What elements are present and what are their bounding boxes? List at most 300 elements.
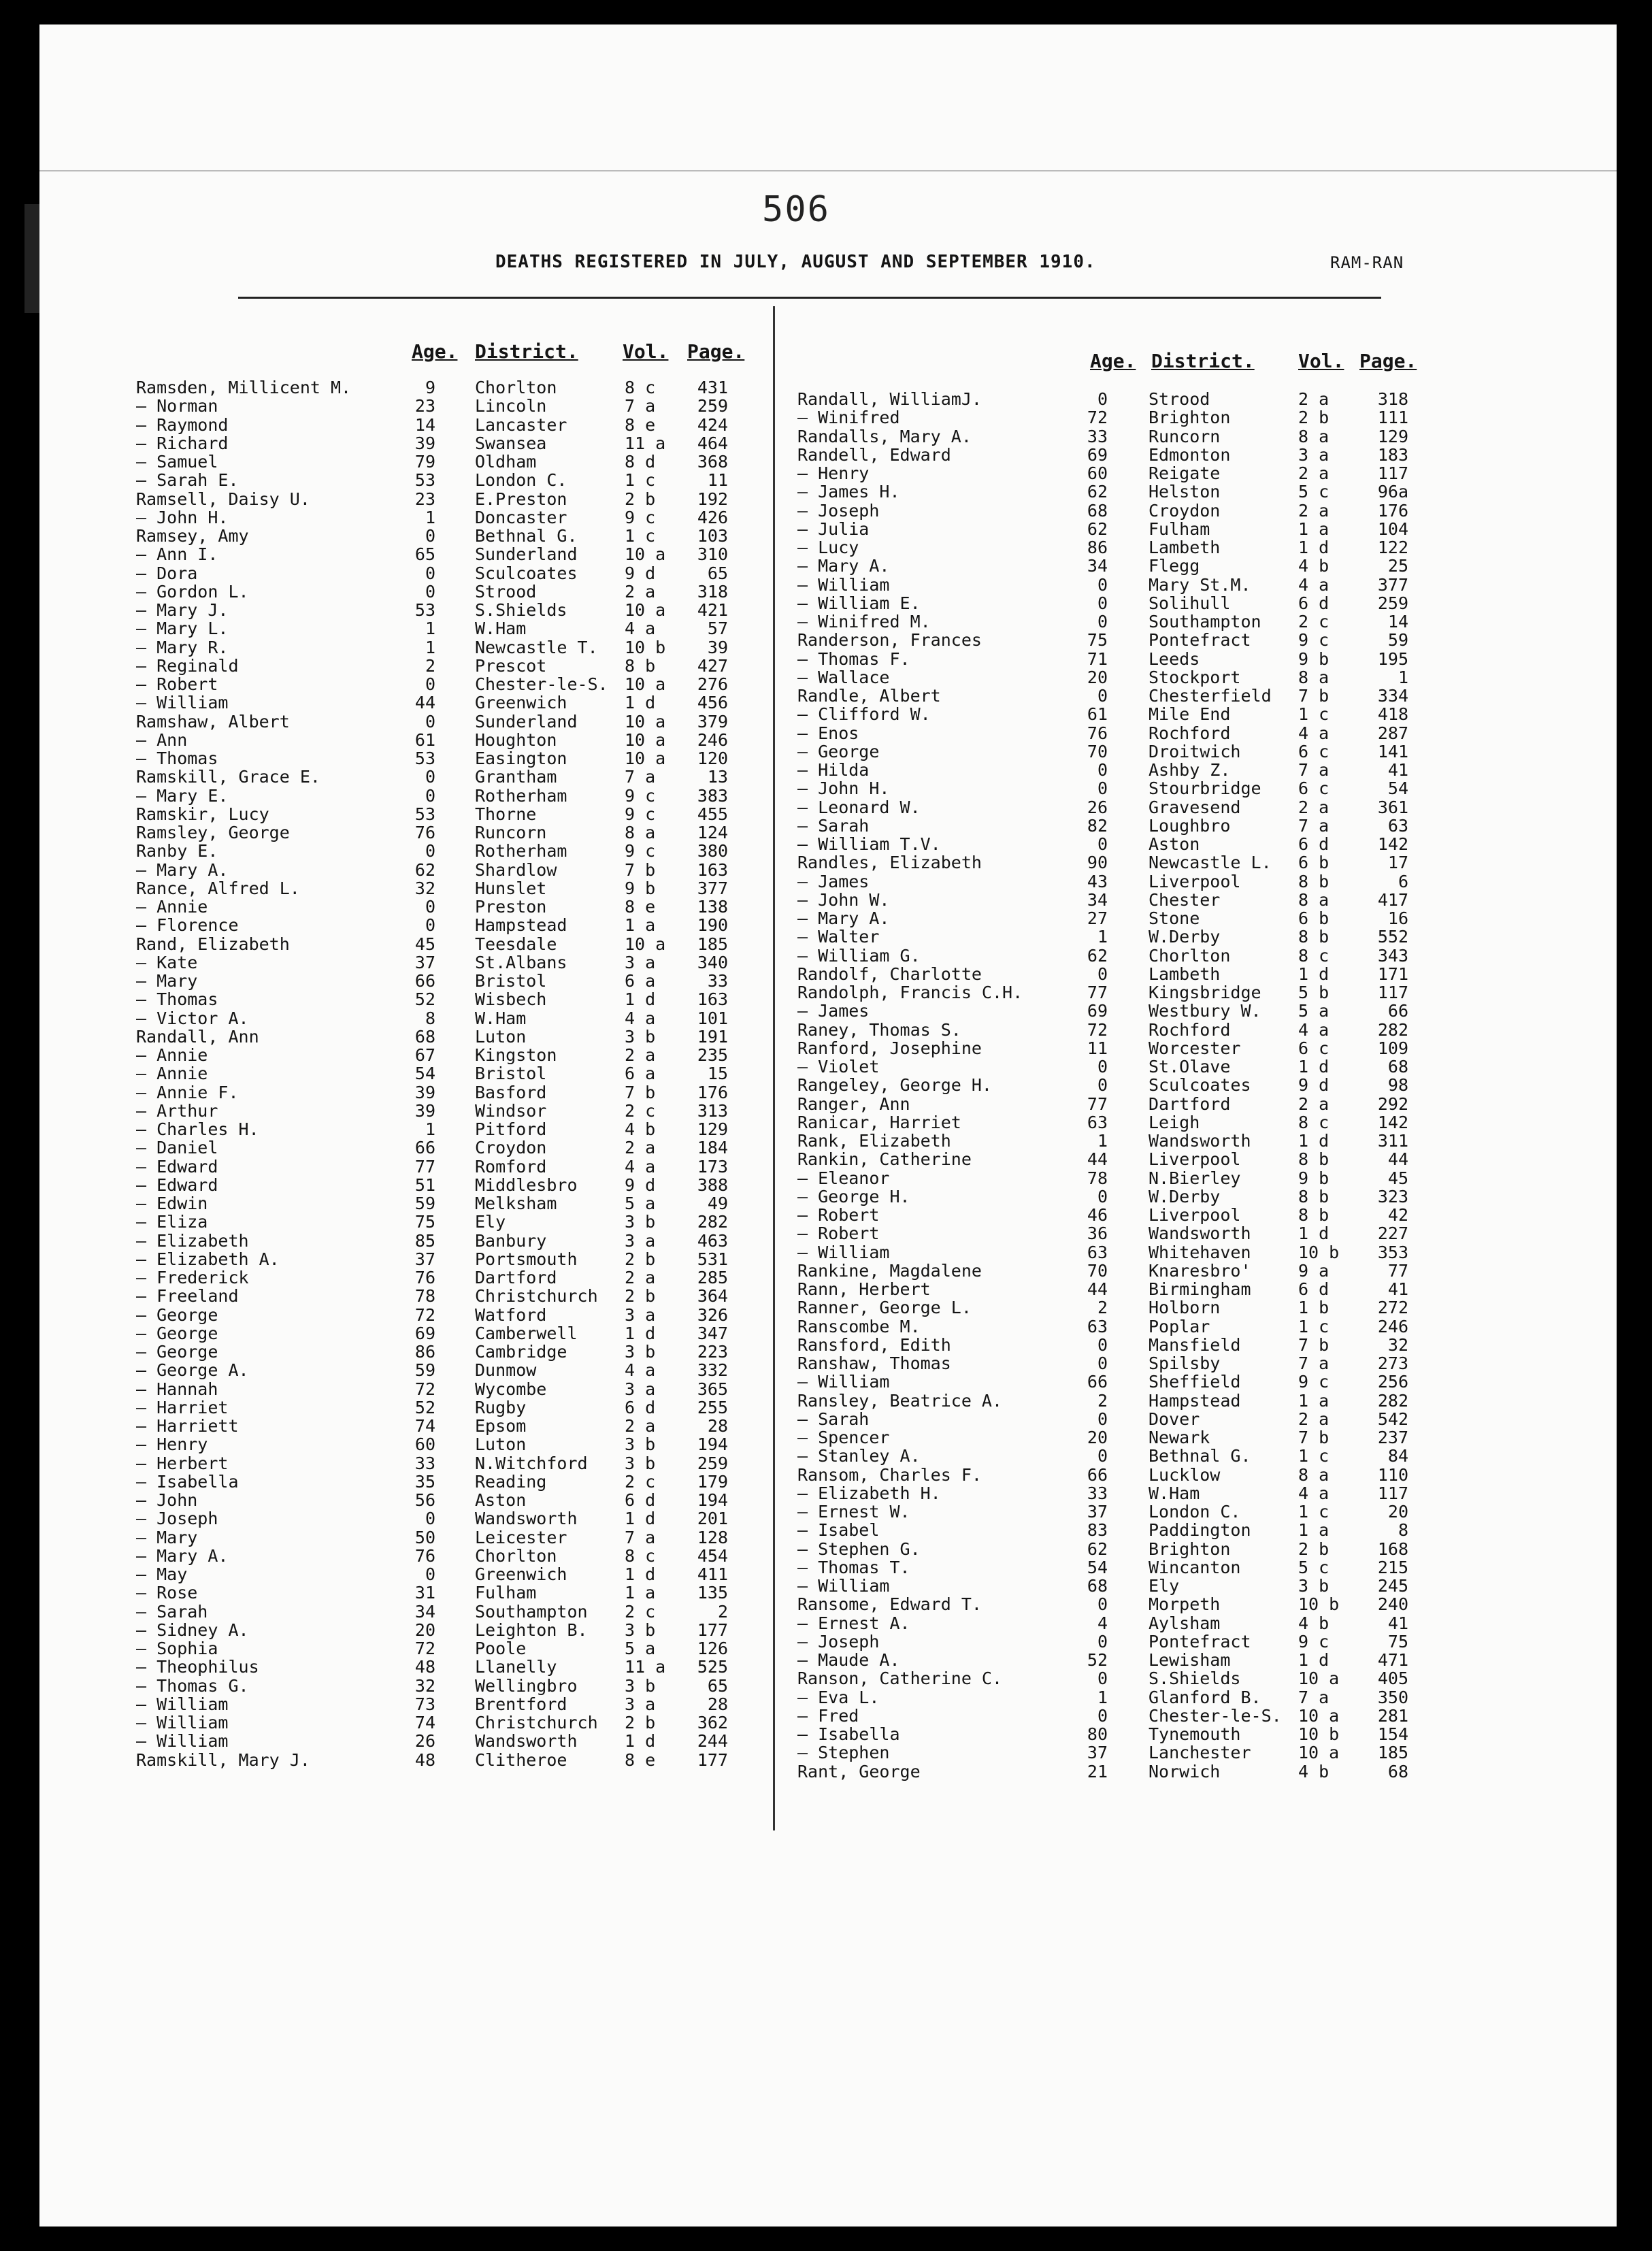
entry-page: 281: [1377, 1705, 1408, 1726]
entry-vol: 2 c: [625, 1100, 656, 1121]
entry-age: 32: [414, 878, 435, 898]
entry-age: 77: [1087, 1094, 1108, 1114]
entry-age: 52: [414, 989, 435, 1010]
entry-page: 223: [697, 1342, 728, 1362]
entry-page: 347: [697, 1323, 728, 1343]
entry-age: 45: [414, 934, 435, 954]
entry-age: 34: [1087, 889, 1108, 910]
entry-name: — Edwin: [136, 1194, 208, 1213]
entry-district: W.Ham: [475, 619, 527, 639]
entry-page: 259: [697, 396, 728, 416]
entry-age: 61: [414, 729, 435, 750]
entry-age: 51: [414, 1174, 435, 1195]
entry-name: Rand, Elizabeth: [136, 934, 290, 954]
entry-district: Lincoln: [475, 396, 547, 416]
entry-vol: 10 b: [625, 637, 666, 657]
entry-name: — Mary A.: [797, 908, 890, 928]
entry-page: 129: [1377, 426, 1408, 446]
entry-district: Teesdale: [475, 934, 557, 954]
entry-district: Kingsbridge: [1149, 983, 1261, 1002]
entry-district: Melksham: [475, 1194, 557, 1213]
entry-age: 48: [414, 1657, 435, 1677]
entry-district: E.Preston: [475, 489, 567, 509]
entry-name: — Eleanor: [797, 1168, 890, 1188]
entry-vol: 1 c: [625, 470, 656, 491]
entry-name: — Sidney A.: [136, 1620, 249, 1640]
entry-page: 54: [1387, 778, 1408, 799]
entry-vol: 4 a: [1298, 574, 1329, 595]
entry-age: 0: [1097, 389, 1108, 409]
entry-vol: 5 c: [1298, 1557, 1329, 1577]
entry-name: — John W.: [797, 889, 890, 910]
entry-district: Chester: [1149, 889, 1221, 910]
entry-age: 52: [1087, 1650, 1108, 1670]
entry-page: 98: [1387, 1075, 1408, 1096]
entry-name: — Samuel: [136, 452, 218, 472]
entry-name: — Isabel: [797, 1520, 880, 1541]
entry-district: Doncaster: [475, 507, 567, 527]
entry-name: Randell, Edward: [797, 444, 951, 465]
entry-age: 66: [1087, 1372, 1108, 1392]
entry-district: Flegg: [1149, 556, 1200, 576]
range-code: RAM-RAN: [1330, 253, 1404, 272]
entry-district: Paddington: [1149, 1520, 1251, 1541]
entry-age: 68: [1087, 500, 1108, 521]
entry-page: 191: [697, 1026, 728, 1047]
entry-page: 272: [1377, 1298, 1408, 1318]
entry-age: 0: [1097, 760, 1108, 780]
entry-page: 117: [1377, 1483, 1408, 1503]
entry-name: Randall, Ann: [136, 1026, 259, 1047]
entry-page: 177: [697, 1749, 728, 1770]
entry-age: 75: [1087, 630, 1108, 651]
entry-vol: 9 d: [625, 1174, 656, 1195]
entry-page: 326: [697, 1304, 728, 1325]
entry-name: — Florence: [136, 915, 239, 936]
entry-district: Norwich: [1149, 1761, 1221, 1781]
right-district-header: District.: [1151, 350, 1255, 372]
entry-name: Rann, Herbert: [797, 1279, 931, 1299]
entry-district: Southampton: [1149, 612, 1261, 631]
entry-age: 67: [414, 1045, 435, 1065]
entry-vol: 1 d: [625, 1564, 656, 1584]
entry-page: 256: [1377, 1372, 1408, 1392]
entry-age: 32: [414, 1675, 435, 1696]
entry-age: 37: [414, 1249, 435, 1269]
entry-district: Leighton B.: [475, 1620, 588, 1640]
entry-age: 79: [414, 452, 435, 472]
right-age-header: Age.: [1090, 350, 1136, 372]
entry-name: — Stanley A.: [797, 1446, 921, 1466]
entry-district: Greenwich: [475, 693, 567, 713]
right-page-header: Page.: [1359, 350, 1417, 372]
entry-age: 86: [414, 1342, 435, 1362]
entry-age: 80: [1087, 1724, 1108, 1744]
entry-age: 43: [1087, 871, 1108, 891]
entry-age: 2: [1097, 1298, 1108, 1318]
entry-vol: 2 a: [625, 1268, 656, 1287]
entry-district: Mansfield: [1149, 1334, 1241, 1355]
entry-name: — Charles H.: [136, 1119, 259, 1139]
entry-vol: 1 d: [625, 989, 656, 1010]
entry-district: Christchurch: [475, 1713, 598, 1732]
entry-age: 0: [425, 1564, 435, 1584]
entry-vol: 10 a: [625, 600, 666, 620]
entry-district: Wandsworth: [475, 1731, 578, 1752]
entry-district: Prescot: [475, 655, 547, 676]
left-age-header: Age.: [412, 340, 458, 363]
entry-district: Stone: [1149, 908, 1200, 928]
entry-age: 70: [1087, 741, 1108, 761]
entry-district: Mary St.M.: [1149, 574, 1251, 595]
entry-vol: 9 b: [1298, 648, 1329, 669]
entry-name: — Joseph: [797, 500, 880, 521]
entry-page: 129: [697, 1119, 728, 1139]
entry-age: 0: [425, 526, 435, 546]
entry-vol: 4 b: [625, 1119, 656, 1139]
entry-age: 0: [1097, 778, 1108, 799]
entry-vol: 1 d: [625, 1731, 656, 1752]
entry-name: — Isabella: [797, 1724, 900, 1744]
entry-name: — George: [136, 1342, 218, 1362]
entry-age: 74: [414, 1713, 435, 1732]
entry-age: 76: [414, 823, 435, 842]
entry-district: Ely: [475, 1212, 506, 1232]
entry-page: 552: [1377, 927, 1408, 947]
entry-vol: 8 e: [625, 414, 656, 435]
entry-vol: 7 b: [625, 1082, 656, 1102]
entry-age: 53: [414, 749, 435, 768]
entry-district: Poplar: [1149, 1316, 1210, 1336]
entry-name: Ramsden, Millicent M.: [136, 378, 352, 397]
entry-district: Newark: [1149, 1428, 1210, 1447]
entry-name: — James: [797, 1001, 870, 1021]
entry-page: 405: [1377, 1669, 1408, 1689]
entry-district: Lucklow: [1149, 1464, 1221, 1485]
entry-age: 4: [1097, 1613, 1108, 1633]
entry-page: 120: [697, 749, 728, 768]
entry-vol: 3 a: [625, 1694, 656, 1714]
left-page-header: Page.: [687, 340, 745, 363]
entry-name: — George A.: [136, 1360, 249, 1381]
entry-vol: 4 a: [625, 619, 656, 639]
entry-district: Brighton: [1149, 408, 1231, 428]
entry-name: — James H.: [797, 482, 900, 502]
entry-name: — Mary J.: [136, 600, 229, 620]
entry-age: 62: [1087, 519, 1108, 539]
entry-vol: 8 c: [1298, 1112, 1329, 1132]
entry-name: Ranscombe M.: [797, 1316, 921, 1336]
entry-name: — William: [797, 574, 890, 595]
entry-vol: 2 a: [1298, 1094, 1329, 1114]
entry-page: 334: [1377, 686, 1408, 706]
entry-name: Ramskir, Lucy: [136, 804, 269, 824]
entry-page: 201: [697, 1509, 728, 1529]
entry-age: 54: [414, 1064, 435, 1084]
entry-district: Swansea: [475, 433, 547, 453]
entry-district: W.Ham: [475, 1008, 527, 1028]
entry-age: 56: [414, 1490, 435, 1510]
entry-page: 41: [1387, 1279, 1408, 1299]
entry-vol: 1 d: [625, 693, 656, 713]
entry-age: 1: [1097, 927, 1108, 947]
entry-age: 0: [1097, 1057, 1108, 1077]
entry-page: 380: [697, 841, 728, 861]
entry-name: — Ernest A.: [797, 1613, 910, 1633]
entry-age: 39: [414, 1100, 435, 1121]
entry-age: 76: [414, 1268, 435, 1287]
entry-name: — Mary A.: [797, 556, 890, 576]
entry-name: — William E.: [797, 593, 921, 613]
entry-district: Stockport: [1149, 667, 1241, 687]
entry-district: Pitford: [475, 1119, 547, 1139]
entry-age: 0: [1097, 1409, 1108, 1429]
entry-page: 177: [697, 1620, 728, 1640]
entry-name: Ransley, Beatrice A.: [797, 1390, 1003, 1411]
entry-name: — Enos: [797, 723, 859, 743]
page-number: 506: [762, 189, 830, 230]
entry-district: Croydon: [1149, 500, 1221, 521]
entry-vol: 8 d: [625, 452, 656, 472]
entry-age: 46: [1087, 1205, 1108, 1225]
entry-name: — Annie: [136, 1064, 208, 1084]
entry-page: 65: [707, 563, 728, 583]
entry-name: — Dora: [136, 563, 198, 583]
entry-age: 0: [425, 674, 435, 694]
entry-page: 185: [1377, 1743, 1408, 1763]
entry-name: — Thomas F.: [797, 648, 910, 669]
entry-name: — William: [797, 1242, 890, 1262]
entry-vol: 8 b: [1298, 927, 1329, 947]
entry-name: — Stephen G.: [797, 1539, 921, 1559]
entry-age: 72: [1087, 408, 1108, 428]
entry-page: 176: [697, 1082, 728, 1102]
entry-vol: 2 c: [625, 1601, 656, 1622]
entry-district: Middlesbro: [475, 1174, 578, 1195]
entry-age: 44: [414, 693, 435, 713]
entry-page: 340: [697, 952, 728, 972]
entry-age: 39: [414, 433, 435, 453]
entry-vol: 10 a: [625, 749, 666, 768]
entry-vol: 3 b: [625, 1620, 656, 1640]
entry-vol: 2 c: [625, 1471, 656, 1492]
entry-district: Tynemouth: [1149, 1724, 1241, 1744]
entry-vol: 1 a: [1298, 1520, 1329, 1541]
entry-name: — Mary A.: [136, 1545, 229, 1566]
entry-name: — Thomas: [136, 749, 218, 768]
entry-district: Ashby Z.: [1149, 760, 1231, 780]
entry-page: 103: [697, 526, 728, 546]
entry-age: 69: [1087, 444, 1108, 465]
entry-district: Easington: [475, 749, 567, 768]
entry-district: Worcester: [1149, 1038, 1241, 1058]
entry-vol: 7 a: [1298, 1353, 1329, 1373]
entry-name: Ranicar, Harriet: [797, 1112, 961, 1132]
entry-page: 456: [697, 693, 728, 713]
entry-age: 44: [1087, 1279, 1108, 1299]
entry-vol: 11 a: [625, 1657, 666, 1677]
entry-page: 163: [697, 989, 728, 1010]
entry-district: Glanford B.: [1149, 1687, 1261, 1707]
entry-page: 245: [1377, 1576, 1408, 1596]
entry-vol: 5 c: [1298, 482, 1329, 502]
entry-page: 135: [697, 1583, 728, 1603]
entry-name: — Fred: [797, 1705, 859, 1726]
entry-name: — Theophilus: [136, 1657, 259, 1677]
entry-page: 141: [1377, 741, 1408, 761]
entry-page: 377: [697, 878, 728, 898]
entry-page: 471: [1377, 1650, 1408, 1670]
entry-name: — Freeland: [136, 1286, 239, 1307]
entry-name: — Thomas T.: [797, 1557, 910, 1577]
entry-name: Ranger, Ann: [797, 1094, 910, 1114]
entry-name: — Herbert: [136, 1453, 229, 1473]
entry-page: 365: [697, 1379, 728, 1399]
entry-page: 65: [707, 1675, 728, 1696]
entry-page: 96a: [1377, 482, 1408, 502]
entry-vol: 7 a: [1298, 760, 1329, 780]
entry-age: 73: [414, 1694, 435, 1714]
entry-age: 0: [425, 915, 435, 936]
entry-name: — John H.: [136, 507, 229, 527]
entry-name: — Arthur: [136, 1100, 218, 1121]
entry-page: 292: [1377, 1094, 1408, 1114]
entry-district: Chester-le-S.: [1149, 1705, 1282, 1726]
entry-district: W.Derby: [1149, 1186, 1221, 1206]
entry-age: 63: [1087, 1112, 1108, 1132]
entry-name: — George: [797, 741, 880, 761]
entry-vol: 3 b: [625, 1026, 656, 1047]
entry-vol: 5 a: [625, 1639, 656, 1658]
entry-page: 1: [1398, 667, 1408, 687]
entry-age: 20: [1087, 1428, 1108, 1447]
entry-vol: 9 c: [625, 804, 656, 824]
entry-name: Randalls, Mary A.: [797, 426, 972, 446]
entry-name: — John: [136, 1490, 198, 1510]
entry-name: — Hannah: [136, 1379, 218, 1399]
entry-page: 84: [1387, 1446, 1408, 1466]
entry-name: — Ann I.: [136, 544, 218, 565]
entry-vol: 4 a: [1298, 1483, 1329, 1503]
entry-vol: 2 b: [625, 1713, 656, 1732]
entry-vol: 1 d: [625, 1509, 656, 1529]
entry-district: Leigh: [1149, 1112, 1200, 1132]
entry-vol: 2 a: [625, 1045, 656, 1065]
entry-page: 255: [697, 1397, 728, 1417]
entry-vol: 8 b: [1298, 871, 1329, 891]
entry-district: Basford: [475, 1082, 547, 1102]
entry-vol: 10 a: [1298, 1743, 1340, 1763]
entry-district: N.Witchford: [475, 1453, 588, 1473]
entry-page: 42: [1387, 1205, 1408, 1225]
entry-name: — Sophia: [136, 1639, 218, 1658]
entry-district: Newcastle L.: [1149, 853, 1272, 873]
scan-edge-mark: [24, 204, 39, 313]
entry-name: Ramsell, Daisy U.: [136, 489, 310, 509]
entry-page: 332: [697, 1360, 728, 1381]
entry-name: Randles, Elizabeth: [797, 853, 982, 873]
entry-district: Rugby: [475, 1397, 527, 1417]
entry-page: 44: [1387, 1149, 1408, 1170]
entry-name: — Sarah: [136, 1601, 208, 1622]
entry-age: 54: [1087, 1557, 1108, 1577]
entry-name: — Spencer: [797, 1428, 890, 1447]
entry-page: 117: [1377, 463, 1408, 483]
entry-page: 173: [697, 1156, 728, 1177]
entry-page: 111: [1377, 408, 1408, 428]
entry-district: Rochford: [1149, 1019, 1231, 1040]
entry-vol: 2 a: [625, 581, 656, 602]
entry-name: Randolf, Charlotte: [797, 964, 982, 984]
entry-name: — Ernest W.: [797, 1502, 910, 1522]
entry-age: 20: [1087, 667, 1108, 687]
entry-name: Ramsey, Amy: [136, 526, 249, 546]
entry-vol: 1 c: [1298, 1446, 1329, 1466]
entry-age: 76: [1087, 723, 1108, 743]
entry-district: Banbury: [475, 1230, 547, 1251]
entry-age: 71: [1087, 648, 1108, 669]
entry-page: 75: [1387, 1631, 1408, 1652]
entry-age: 0: [1097, 834, 1108, 854]
entry-district: Fulham: [1149, 519, 1210, 539]
entry-age: 60: [414, 1434, 435, 1455]
entry-age: 59: [414, 1360, 435, 1381]
entry-vol: 10 b: [1298, 1594, 1340, 1615]
entry-district: Bristol: [475, 971, 547, 991]
entry-age: 0: [425, 711, 435, 732]
entry-vol: 1 d: [1298, 538, 1329, 557]
entry-age: 0: [1097, 1075, 1108, 1096]
entry-district: Romford: [475, 1156, 547, 1177]
entry-name: — Edward: [136, 1174, 218, 1195]
entry-vol: 8 a: [1298, 667, 1329, 687]
entry-district: St.Albans: [475, 952, 567, 972]
entry-vol: 1 c: [625, 526, 656, 546]
entry-age: 77: [1087, 983, 1108, 1002]
entry-vol: 1 a: [625, 915, 656, 936]
entry-page: 246: [1377, 1316, 1408, 1336]
entry-page: 109: [1377, 1038, 1408, 1058]
entry-age: 77: [414, 1156, 435, 1177]
entry-page: 195: [1377, 648, 1408, 669]
entry-district: Helston: [1149, 482, 1221, 502]
entry-age: 0: [1097, 1334, 1108, 1355]
entry-page: 32: [1387, 1334, 1408, 1355]
entry-district: Preston: [475, 897, 547, 917]
entry-age: 60: [1087, 463, 1108, 483]
entry-name: — Annie: [136, 1045, 208, 1065]
entry-vol: 1 d: [1298, 1223, 1329, 1244]
entry-name: — Edward: [136, 1156, 218, 1177]
entry-district: Poole: [475, 1639, 527, 1658]
entry-name: — William: [797, 1576, 890, 1596]
entry-vol: 9 d: [625, 563, 656, 583]
entry-page: 311: [1377, 1131, 1408, 1151]
entry-vol: 8 c: [625, 378, 656, 397]
entry-age: 21: [1087, 1761, 1108, 1781]
entry-age: 86: [1087, 538, 1108, 557]
entry-page: 124: [697, 823, 728, 842]
entry-vol: 6 a: [625, 971, 656, 991]
entry-vol: 6 d: [625, 1490, 656, 1510]
entry-age: 0: [425, 897, 435, 917]
entry-name: Ransome, Edward T.: [797, 1594, 982, 1615]
entry-page: 318: [1377, 389, 1408, 409]
entry-vol: 7 b: [1298, 686, 1329, 706]
entry-district: Houghton: [475, 729, 557, 750]
entry-name: Randle, Albert: [797, 686, 941, 706]
entry-page: 282: [1377, 1390, 1408, 1411]
